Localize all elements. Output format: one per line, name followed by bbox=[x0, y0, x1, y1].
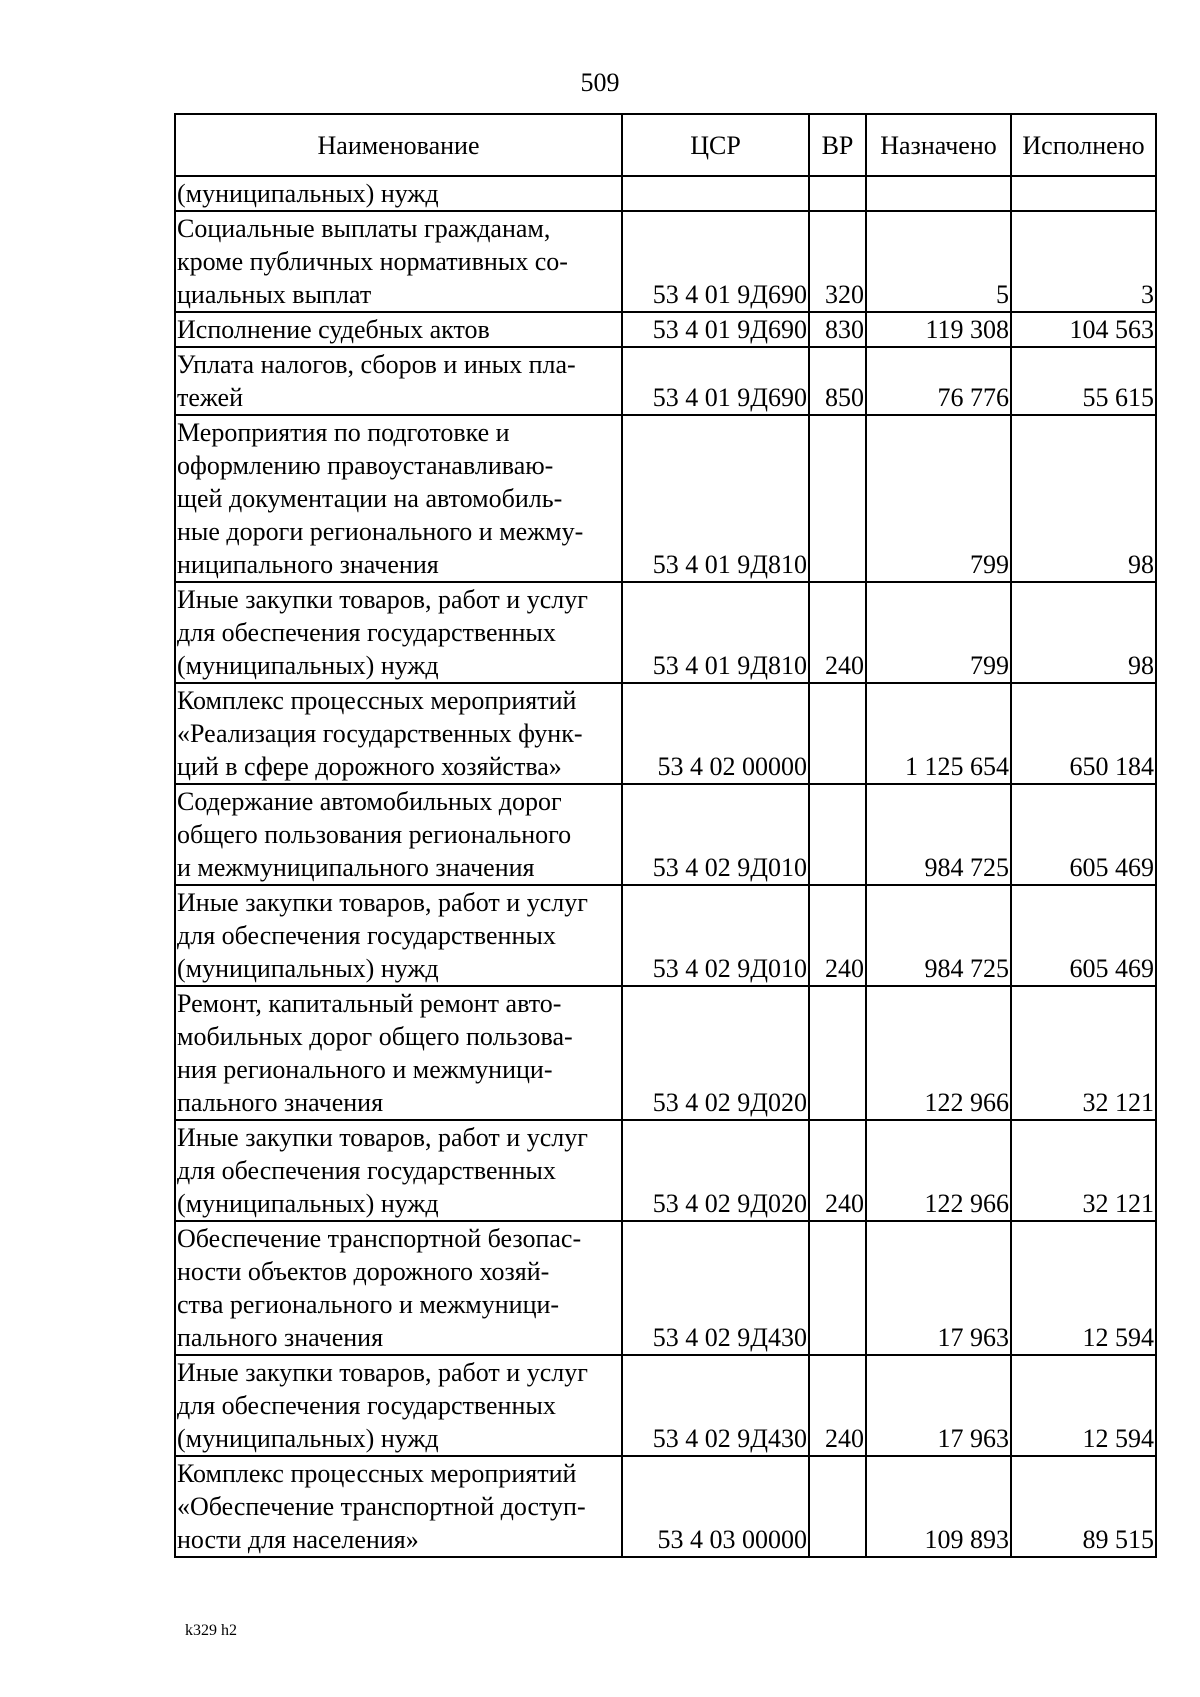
vr-cell bbox=[809, 1221, 866, 1355]
csr-cell: 53 4 02 9Д010 bbox=[622, 885, 809, 986]
name-cell bbox=[175, 582, 622, 683]
assigned-cell: 76 776 bbox=[866, 347, 1011, 415]
vr-cell: 850 bbox=[809, 347, 866, 415]
header-name: Наименование bbox=[175, 114, 622, 176]
name-cell bbox=[175, 415, 622, 582]
table-row bbox=[175, 986, 1156, 1120]
assigned-cell: 17 963 bbox=[866, 1221, 1011, 1355]
page-number: 509 bbox=[580, 68, 620, 97]
vr-cell bbox=[809, 176, 866, 211]
executed-cell: 98 bbox=[1011, 415, 1156, 582]
executed-cell: 32 121 bbox=[1011, 986, 1156, 1120]
csr-cell: 53 4 02 9Д020 bbox=[622, 986, 809, 1120]
row-name-text: Мероприятия по подготовке и оформлению правоустанавливаю- щей документации на автомобиль- ные дороги регионального и межму- ниципального значения bbox=[177, 418, 584, 579]
vr-cell bbox=[809, 1456, 866, 1557]
executed-cell: 12 594 bbox=[1011, 1221, 1156, 1355]
csr-cell: 53 4 02 9Д430 bbox=[622, 1221, 809, 1355]
executed-cell: 650 184 bbox=[1011, 683, 1156, 784]
assigned-cell: 119 308 bbox=[866, 312, 1011, 347]
row-name-text: Социальные выплаты гражданам, кроме публичных нормативных со- циальных выплат bbox=[177, 214, 568, 309]
vr-cell: 240 bbox=[809, 582, 866, 683]
table-row bbox=[175, 176, 1156, 211]
assigned-cell: 799 bbox=[866, 415, 1011, 582]
assigned-cell: 984 725 bbox=[866, 885, 1011, 986]
assigned-cell: 109 893 bbox=[866, 1456, 1011, 1557]
table-row bbox=[175, 683, 1156, 784]
assigned-cell: 122 966 bbox=[866, 1120, 1011, 1221]
name-cell bbox=[175, 986, 622, 1120]
header-csr: ЦСР bbox=[622, 114, 809, 176]
executed-cell: 605 469 bbox=[1011, 784, 1156, 885]
row-name-text: Комплекс процессных мероприятий «Реализация государственных функ- ций в сфере дорожного хозяйства» bbox=[177, 686, 583, 781]
name-cell bbox=[175, 176, 622, 211]
assigned-cell: 17 963 bbox=[866, 1355, 1011, 1456]
table-row bbox=[175, 415, 1156, 582]
assigned-cell: 1 125 654 bbox=[866, 683, 1011, 784]
executed-cell: 605 469 bbox=[1011, 885, 1156, 986]
csr-cell: 53 4 02 00000 bbox=[622, 683, 809, 784]
vr-cell: 830 bbox=[809, 312, 866, 347]
table-row bbox=[175, 1120, 1156, 1221]
row-name-text: Уплата налогов, сборов и иных пла- тежей bbox=[177, 350, 576, 412]
name-cell bbox=[175, 211, 622, 312]
csr-cell: 53 4 02 9Д010 bbox=[622, 784, 809, 885]
table-row bbox=[175, 582, 1156, 683]
vr-cell bbox=[809, 415, 866, 582]
vr-cell: 240 bbox=[809, 1355, 866, 1456]
name-cell bbox=[175, 885, 622, 986]
executed-cell: 55 615 bbox=[1011, 347, 1156, 415]
csr-cell: 53 4 01 9Д690 bbox=[622, 347, 809, 415]
csr-cell: 53 4 02 9Д020 bbox=[622, 1120, 809, 1221]
table-row bbox=[175, 347, 1156, 415]
row-name-text: Иные закупки товаров, работ и услуг для обеспечения государственных (муниципальных) нужд bbox=[177, 1358, 588, 1453]
assigned-cell bbox=[866, 176, 1011, 211]
table-row bbox=[175, 312, 1156, 347]
vr-cell: 320 bbox=[809, 211, 866, 312]
row-name-text: Содержание автомобильных дорог общего пользования регионального и межмуниципального значения bbox=[177, 787, 572, 882]
executed-cell: 98 bbox=[1011, 582, 1156, 683]
vr-cell: 240 bbox=[809, 1120, 866, 1221]
vr-cell bbox=[809, 784, 866, 885]
row-name-text: Иные закупки товаров, работ и услуг для обеспечения государственных (муниципальных) нужд bbox=[177, 888, 588, 983]
assigned-cell: 5 bbox=[866, 211, 1011, 312]
executed-cell: 89 515 bbox=[1011, 1456, 1156, 1557]
executed-cell: 3 bbox=[1011, 211, 1156, 312]
name-cell bbox=[175, 1120, 622, 1221]
table-row bbox=[175, 784, 1156, 885]
name-cell bbox=[175, 1355, 622, 1456]
csr-cell: 53 4 03 00000 bbox=[622, 1456, 809, 1557]
row-name-text: Иные закупки товаров, работ и услуг для обеспечения государственных (муниципальных) нужд bbox=[177, 1123, 588, 1218]
row-name-text: (муниципальных) нужд bbox=[177, 179, 439, 208]
name-cell bbox=[175, 784, 622, 885]
csr-cell: 53 4 01 9Д810 bbox=[622, 415, 809, 582]
vr-cell bbox=[809, 986, 866, 1120]
name-cell bbox=[175, 1456, 622, 1557]
table-body bbox=[175, 176, 1156, 1557]
row-name-text: Комплекс процессных мероприятий «Обеспечение транспортной доступ- ности для населения» bbox=[177, 1459, 586, 1554]
name-cell bbox=[175, 683, 622, 784]
name-cell bbox=[175, 1221, 622, 1355]
csr-cell: 53 4 02 9Д430 bbox=[622, 1355, 809, 1456]
csr-cell: 53 4 01 9Д810 bbox=[622, 582, 809, 683]
assigned-cell: 984 725 bbox=[866, 784, 1011, 885]
name-cell bbox=[175, 347, 622, 415]
table-row bbox=[175, 211, 1156, 312]
executed-cell: 104 563 bbox=[1011, 312, 1156, 347]
table-row bbox=[175, 1456, 1156, 1557]
csr-cell: 53 4 01 9Д690 bbox=[622, 312, 809, 347]
executed-cell bbox=[1011, 176, 1156, 211]
csr-cell: 53 4 01 9Д690 bbox=[622, 211, 809, 312]
table-row bbox=[175, 1221, 1156, 1355]
executed-cell: 12 594 bbox=[1011, 1355, 1156, 1456]
row-name-text: Обеспечение транспортной безопас- ности объектов дорожного хозяй- ства регионального и межмуници- пального значения bbox=[177, 1224, 582, 1352]
executed-cell: 32 121 bbox=[1011, 1120, 1156, 1221]
vr-cell: 240 bbox=[809, 885, 866, 986]
vr-cell bbox=[809, 683, 866, 784]
table-header-row bbox=[175, 114, 1156, 176]
budget-table bbox=[174, 113, 1157, 1558]
header-executed: Исполнено bbox=[1011, 114, 1156, 176]
csr-cell bbox=[622, 176, 809, 211]
assigned-cell: 122 966 bbox=[866, 986, 1011, 1120]
footer-code: k329 h2 bbox=[185, 1622, 237, 1639]
row-name-text: Ремонт, капитальный ремонт авто- мобильных дорог общего пользова- ния регионального и межмуници- пального значения bbox=[177, 989, 573, 1117]
name-cell bbox=[175, 312, 622, 347]
header-assigned: Назначено bbox=[866, 114, 1011, 176]
table-row bbox=[175, 885, 1156, 986]
table-row bbox=[175, 1355, 1156, 1456]
row-name-text: Иные закупки товаров, работ и услуг для обеспечения государственных (муниципальных) нужд bbox=[177, 585, 588, 680]
header-vr: ВР bbox=[809, 114, 866, 176]
assigned-cell: 799 bbox=[866, 582, 1011, 683]
row-name-text: Исполнение судебных актов bbox=[177, 315, 490, 344]
